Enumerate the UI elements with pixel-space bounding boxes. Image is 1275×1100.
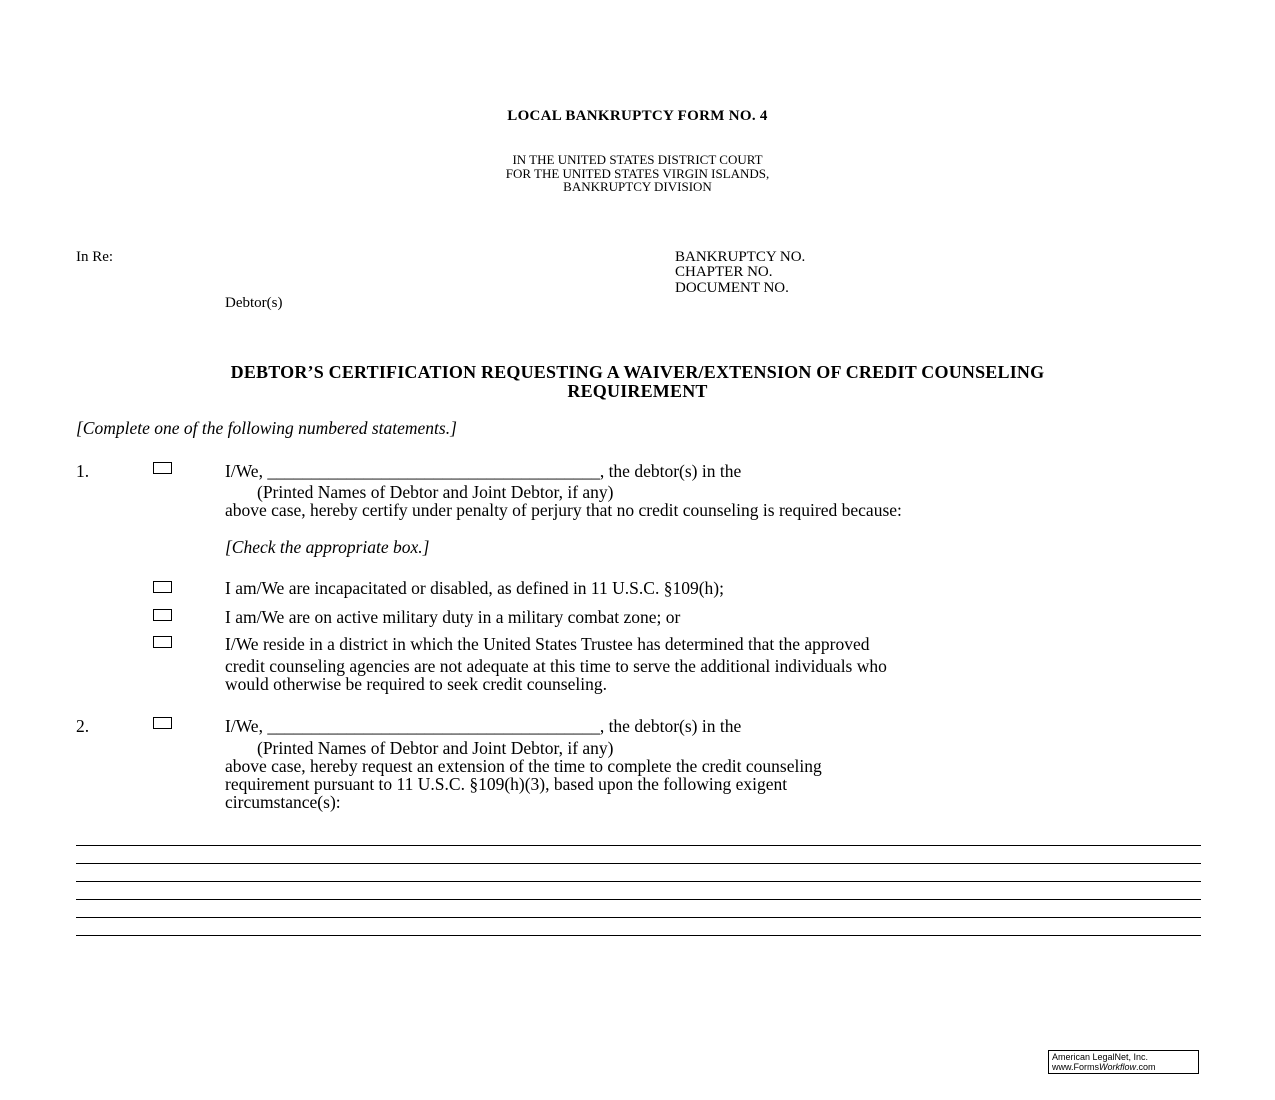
option-disabled-text: I am/We are incapacitated or disabled, as defined in 11 U.S.C. §109(h); — [225, 578, 724, 598]
section-2-number: 2. — [76, 716, 90, 736]
option-military-checkbox[interactable] — [153, 609, 172, 621]
section-2-checkbox[interactable] — [153, 717, 172, 729]
section-2-request-text-2: requirement pursuant to 11 U.S.C. §109(h)(3), based upon the following exigent — [225, 774, 788, 794]
debtors-label: Debtor(s) — [225, 295, 283, 311]
circumstance-line-2[interactable] — [76, 863, 1201, 864]
section-2-request-text-3: circumstance(s): — [225, 792, 341, 812]
circumstance-line-4[interactable] — [76, 899, 1201, 900]
option-military-text: I am/We are on active military duty in a military combat zone; or — [225, 607, 681, 627]
check-box-instruction: [Check the appropriate box.] — [225, 537, 430, 557]
form-number: LOCAL BANKRUPTCY FORM NO. 4 — [507, 108, 768, 124]
circumstance-line-6[interactable] — [76, 935, 1201, 936]
badge-site-prefix: www.Forms — [1052, 1062, 1099, 1072]
instruction-text: [Complete one of the following numbered statements.] — [76, 418, 457, 438]
badge-site-italic: Workflow — [1099, 1062, 1137, 1072]
chapter-no-label: CHAPTER NO. — [675, 264, 773, 280]
option-disabled-checkbox[interactable] — [153, 581, 172, 593]
form-title-line-2: REQUIREMENT — [567, 381, 708, 401]
section-1-debtor-line: I/We, ______________________________________, the debtor(s) in the — [225, 461, 742, 481]
option-district-text-3: would otherwise be required to seek credit counseling. — [225, 674, 607, 694]
badge-company: American LegalNet, Inc. — [1052, 1052, 1149, 1062]
section-2-request-text-1: above case, hereby request an extension of the time to complete the credit counseling — [225, 756, 822, 776]
form-title-line-1: DEBTOR’S CERTIFICATION REQUESTING A WAIVER/EXTENSION OF CREDIT COUNSELING — [230, 362, 1045, 382]
option-district-text-2: credit counseling agencies are not adequate at this time to serve the additional individuals who — [225, 656, 887, 676]
section-1-number: 1. — [76, 461, 90, 481]
option-district-text-1: I/We reside in a district in which the United States Trustee has determined that the approved — [225, 634, 870, 654]
badge-site-suffix: .com — [1136, 1062, 1156, 1072]
in-re-label: In Re: — [76, 249, 114, 265]
court-line-3: BANKRUPTCY DIVISION — [563, 179, 712, 194]
section-1-printed-names: (Printed Names of Debtor and Joint Debtor, if any) — [257, 482, 614, 502]
circumstance-line-3[interactable] — [76, 881, 1201, 882]
section-2-printed-names: (Printed Names of Debtor and Joint Debtor, if any) — [257, 738, 614, 758]
section-2-debtor-line: I/We, ______________________________________, the debtor(s) in the — [225, 716, 742, 736]
circumstance-line-1[interactable] — [76, 845, 1201, 846]
section-1-checkbox[interactable] — [153, 462, 172, 474]
legalnet-badge — [1048, 1050, 1199, 1074]
badge-site — [1052, 1062, 1198, 1072]
court-line-2: FOR THE UNITED STATES VIRGIN ISLANDS, — [505, 166, 770, 181]
circumstance-line-5[interactable] — [76, 917, 1201, 918]
court-line-1: IN THE UNITED STATES DISTRICT COURT — [512, 152, 763, 167]
bankruptcy-no-label: BANKRUPTCY NO. — [675, 249, 806, 265]
section-1-certify-text: above case, hereby certify under penalty of perjury that no credit counseling is required because: — [225, 500, 902, 520]
document-no-label: DOCUMENT NO. — [675, 280, 789, 296]
option-district-checkbox[interactable] — [153, 636, 172, 648]
